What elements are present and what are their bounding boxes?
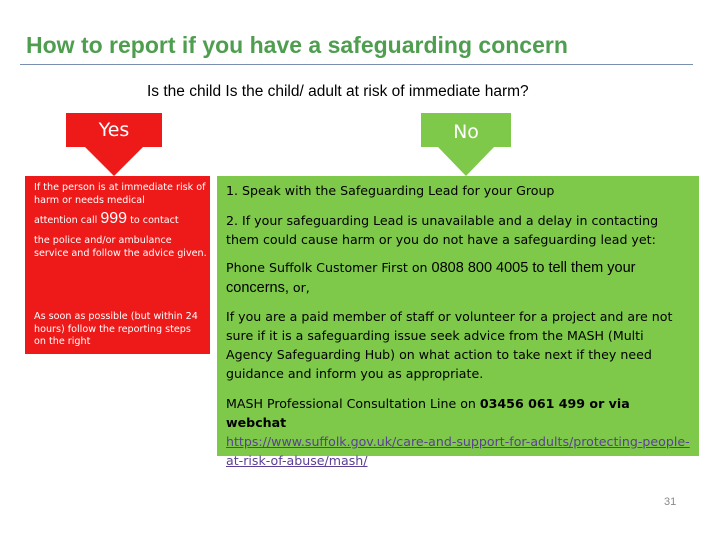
mash-number: 03456 061 499 or via webchat [226, 396, 630, 430]
page-number: 31 [664, 496, 677, 508]
phone-number: 0808 800 4005 to tell them your concerns, [226, 260, 636, 296]
phone-instruction [226, 258, 694, 298]
yes-arrow [63, 113, 165, 177]
paid-staff-advice: If you are a paid member of staff or volunteer for a project and are not sure if it is a safeguarding issue seek advice from the MASH (Multi Agency Safeguarding Hub) on what action to take next if they need guidance and inform you as appropriate. [226, 309, 673, 381]
page-title: How to report if you have a safeguarding concern [26, 32, 568, 58]
step-1: 1. Speak with the Safeguarding Lead for your Group [226, 183, 555, 198]
yes-label: Yes [98, 119, 130, 141]
phone-pre: Phone Suffolk Customer First on [226, 260, 432, 275]
yes-text-1: If the person is at immediate risk of harm or needs medical [34, 182, 206, 206]
title-divider [20, 64, 693, 65]
phone-post: or, [288, 280, 310, 295]
no-arrow [418, 113, 514, 177]
mash-link[interactable]: https://www.suffolk.gov.uk/care-and-support-for-adults/protecting-people-at-risk-of-abuse/mash/ [226, 434, 690, 468]
step-2: 2. If your safeguarding Lead is unavailable and a delay in contacting them could cause harm or you do not have a safeguarding lead yet: [226, 213, 659, 247]
yes-text-2 [34, 210, 208, 228]
yes-text-2-pre: attention call [34, 215, 101, 226]
no-label: No [453, 121, 479, 143]
question-text: Is the child Is the child/ adult at risk of immediate harm? [147, 83, 529, 100]
mash-consultation [226, 394, 694, 470]
yes-text-2-post: to contact [127, 215, 179, 226]
emergency-number: 999 [100, 210, 128, 227]
mash-pre: MASH Professional Consultation Line on [226, 396, 480, 411]
yes-text-3: the police and/or ambulance service and follow the advice given. [34, 235, 207, 259]
yes-text-4: As soon as possible (but within 24 hours) follow the reporting steps on the right [34, 311, 198, 348]
